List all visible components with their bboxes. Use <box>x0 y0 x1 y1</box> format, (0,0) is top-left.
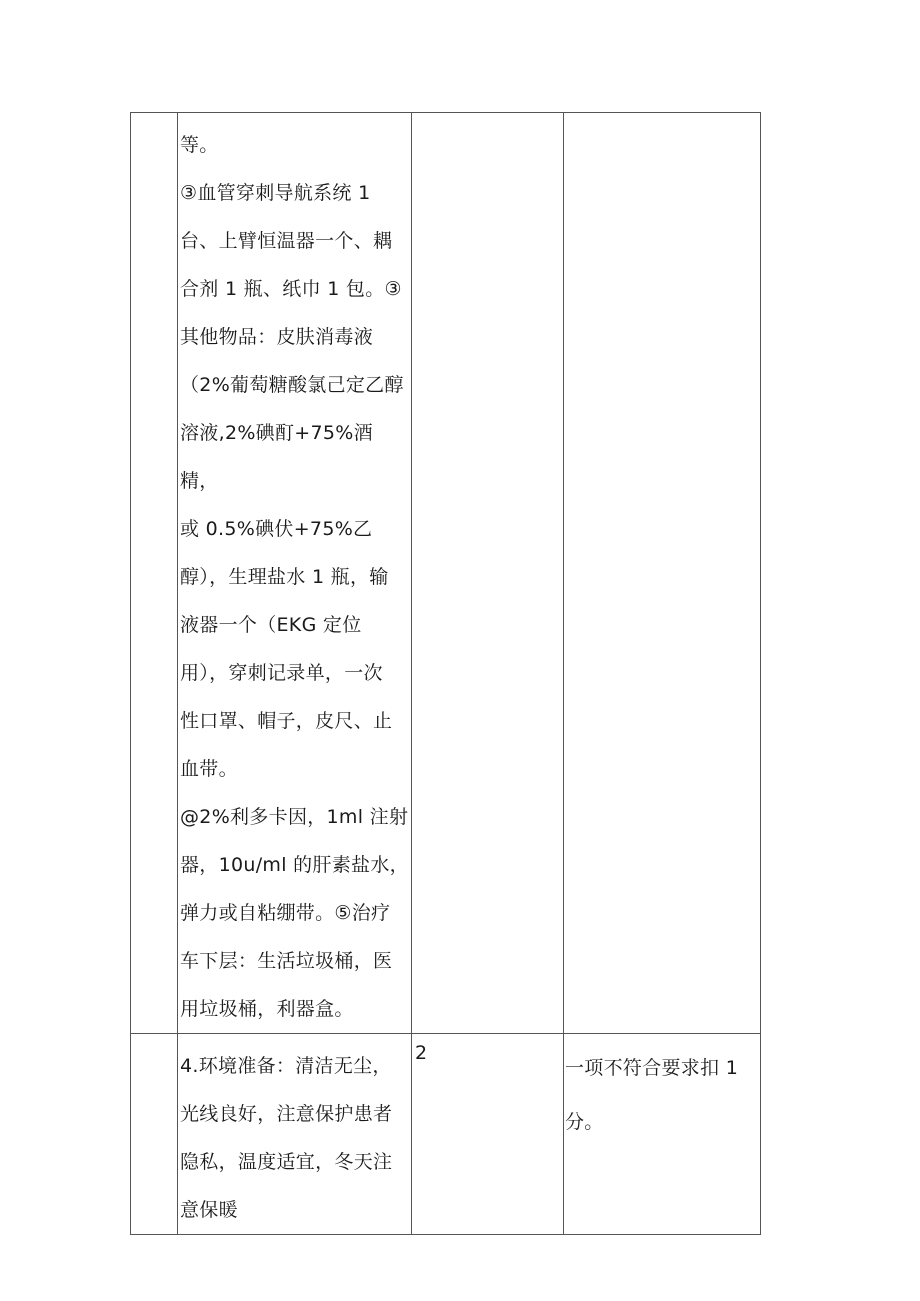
category-cell <box>131 113 178 1034</box>
criteria-text <box>564 113 760 120</box>
materials-text: 等。 ③血管穿刺导航系统 1 台、上臂恒温器一个、耦 合剂 1 瓶、纸巾 1 包。③ 其他物品：皮肤消毒液 （2%葡萄糖酸氯己定乙醇 溶液,2%碘酊+75%酒精， 或 0.5%碘伏+75%乙 醇），生理盐水 1 瓶，输 液器一个（EKG 定位 用），穿刺记录单，一次 性口罩、帽子，皮尺、止 血带。 @2%利多卡因，1ml 注射 器，10u/ml 的肝素盐水， 弹力或自粘绷带。⑤治疗 车下层：生活垃圾桶，医 用垃圾桶，利器盒。 <box>180 134 409 1020</box>
criteria-cell <box>564 113 761 1034</box>
score-cell <box>412 1034 564 1235</box>
content-cell <box>178 113 412 1034</box>
table-row <box>131 113 761 1034</box>
criteria-text: 一项不符合要求扣 1 分。 <box>565 1057 739 1133</box>
score-text <box>412 113 563 117</box>
category-cell <box>131 1034 178 1235</box>
assessment-table <box>130 112 761 1235</box>
score-text: 2 <box>415 1042 428 1064</box>
table-row <box>131 1034 761 1235</box>
criteria-cell <box>564 1034 761 1235</box>
score-cell <box>412 113 564 1034</box>
content-cell <box>178 1034 412 1235</box>
environment-prep-text: 4.环境准备：清洁无尘， 光线良好，注意保护患者 隐私，温度适宜，冬天注 意保暖 <box>180 1055 393 1221</box>
